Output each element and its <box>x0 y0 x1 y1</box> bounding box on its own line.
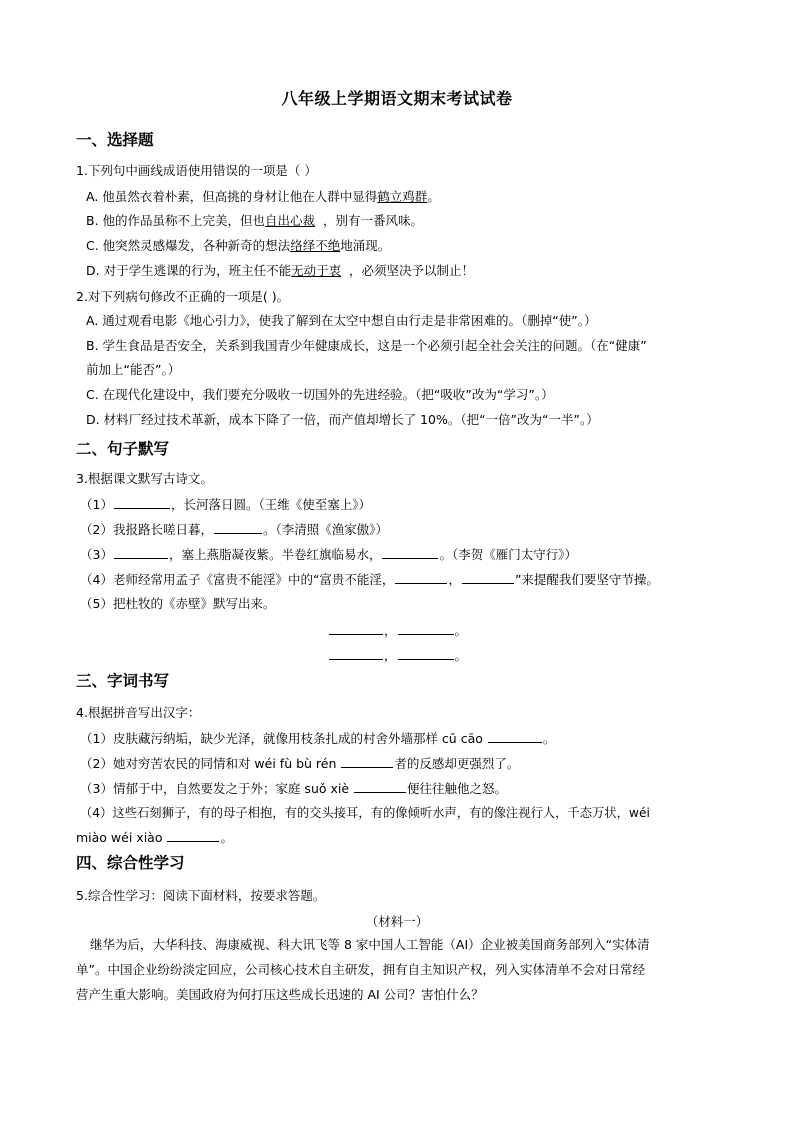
q4-2-text: （2）她对穷苦农民的同情和对 wéi fù bù rén <box>80 756 341 771</box>
answer-blank[interactable] <box>395 571 447 584</box>
q2-option-d: D. 材料厂经过技术革新，成本下降了一倍，而产值却增长了 10%。（把“一倍”改为“一半”。） <box>86 412 599 427</box>
q3-poem-line-2 <box>328 647 467 664</box>
q2-option-b-line1: B. 学生食品是否安全，关系到我国青少年健康成长，这是一个必须引起全社会关注的问题。（在“健康” <box>86 338 647 353</box>
q3-1-label: （1） <box>80 497 113 512</box>
q1-d-text: D. 对于学生逃课的行为，班主任不能 <box>86 263 292 278</box>
q3-item-1 <box>80 496 371 513</box>
answer-blank[interactable] <box>167 829 219 842</box>
q4-item-4-line1: （4）这些石刻狮子，有的母子相抱，有的交头接耳，有的像倾听水声，有的像注视行人，千态万状，wéi <box>80 806 650 820</box>
period: 。 <box>454 623 468 638</box>
q1-option-c <box>86 238 390 254</box>
material-paragraph-line3: 营产生重大影响。美国政府为何打压这些成长迅速的 AI 公司？害怕什么？ <box>76 987 484 1002</box>
q1-d-underlined-idiom: 无动于衷 <box>291 263 342 278</box>
q1-c-text: C. 他突然灵感爆发，各种新奇的想法 <box>86 238 291 253</box>
q3-2-text: （2）我报路长嗟日暮， <box>80 522 213 537</box>
answer-blank[interactable] <box>382 546 438 559</box>
section-heading-characters: 三、字词书写 <box>76 672 170 690</box>
q4-4-pinyin: miào wéi xiào <box>76 830 167 845</box>
exam-title: 八年级上学期语文期末考试试卷 <box>281 89 513 108</box>
q1-option-b <box>86 213 423 229</box>
q1-b-underlined-idiom: 自出心裁 <box>265 213 316 228</box>
q3-4-comma: ， <box>448 572 461 587</box>
q4-item-4-line2 <box>76 829 233 846</box>
q4-stem: 4.根据拼音写出汉字： <box>76 705 201 720</box>
q1-a-text: A. 他虽然衣着朴素，但高挑的身材让他在人群中显得 <box>86 189 378 204</box>
q1-a-underlined-idiom: 鹤立鸡群 <box>377 189 428 204</box>
q4-1-text: （1）皮肤藏污纳垢，缺少光泽，就像用枝条扎成的村舍外墙那样 cū cāo <box>80 731 487 746</box>
answer-blank[interactable] <box>114 496 170 509</box>
period: 。 <box>220 830 233 845</box>
section-heading-recitation: 二、句子默写 <box>76 440 170 458</box>
q5-stem: 5.综合性学习：阅读下面材料，按要求答题。 <box>76 888 326 903</box>
q3-4-text: （4）老师经常用孟子《富贵不能淫》中的“富贵不能淫， <box>80 572 395 587</box>
answer-blank[interactable] <box>354 780 406 793</box>
q3-stem: 3.根据课文默写古诗文。 <box>76 471 213 486</box>
q4-2-end: 者的反感却更强烈了。 <box>394 756 520 771</box>
answer-blank[interactable] <box>329 622 383 635</box>
period: 。 <box>454 648 468 663</box>
answer-blank[interactable] <box>114 546 168 559</box>
q4-item-1 <box>80 730 555 747</box>
comma: ， <box>384 623 397 638</box>
answer-blank[interactable] <box>488 730 542 743</box>
answer-blank[interactable] <box>341 755 393 768</box>
q1-c-underlined-idiom: 络绎不绝 <box>290 238 341 253</box>
q3-item-3 <box>80 546 577 563</box>
q4-3-end: 便往往触他之怒。 <box>407 781 508 796</box>
q3-poem-line-1 <box>328 622 467 639</box>
q4-3-text: （3）情郁于中，自然要发之于外；家庭 suǒ xiè <box>80 781 354 796</box>
q3-item-5: （5）把杜牧的《赤壁》默写出来。 <box>80 596 276 611</box>
q3-4-end: ”来提醒我们要坚守节操。 <box>514 572 659 587</box>
answer-blank[interactable] <box>462 571 514 584</box>
q1-d-end: ，必须坚决予以制止！ <box>341 263 475 278</box>
section-heading-integrated: 四、综合性学习 <box>76 854 185 872</box>
answer-blank[interactable] <box>398 622 454 635</box>
q1-b-end: ，别有一番风味。 <box>315 213 423 228</box>
q3-item-4 <box>80 571 659 588</box>
q1-stem: 1.下列句中画线成语使用错误的一项是（ ） <box>76 163 317 178</box>
q3-item-2 <box>80 521 388 538</box>
q2-option-c: C. 在现代化建设中，我们要充分吸收一切国外的先进经验。（把“吸收”改为“学习”。） <box>86 387 554 402</box>
q2-stem: 2.对下列病句修改不正确的一项是( )。 <box>76 289 290 304</box>
q3-1-text: ，长河落日圆。（王维《使至塞上》） <box>170 497 371 512</box>
comma: ， <box>384 648 397 663</box>
q2-option-a: A. 通过观看电影《地心引力》，使我了解到在太空中想自由行走是非常困难的。（删掉“使”。） <box>86 313 597 328</box>
answer-blank[interactable] <box>329 647 383 660</box>
q1-b-text: B. 他的作品虽称不上完美，但也 <box>86 213 266 228</box>
q1-a-end: 。 <box>427 189 440 204</box>
material-paragraph-line1: 继华为后，大华科技、海康威视、科大讯飞等 8 家中国人工智能（AI）企业被美国商务部列入“实体清 <box>90 937 650 952</box>
q4-item-3 <box>80 780 507 797</box>
q3-3-label: （3） <box>80 547 113 562</box>
material-label: （材料一） <box>365 914 429 929</box>
answer-blank[interactable] <box>214 521 262 534</box>
q1-c-end: 地涌现。 <box>340 238 391 253</box>
section-heading-choice: 一、选择题 <box>76 131 154 149</box>
q2-option-b-line2: 前加上“能否”。） <box>86 362 181 377</box>
q1-option-d <box>86 263 474 279</box>
q3-3-source: 。（李贺《雁门太守行》） <box>439 547 577 562</box>
q4-item-2 <box>80 755 519 772</box>
period: 。 <box>542 731 556 746</box>
q3-3-text: ，塞上燕脂凝夜紫。半卷红旗临易水， <box>168 547 382 562</box>
q3-2-source: 。（李清照《渔家傲》） <box>262 522 388 537</box>
material-paragraph-line2: 单”。中国企业纷纷淡定回应，公司核心技术自主研发，拥有自主知识产权，列入实体清单不会对日常经 <box>76 962 645 977</box>
q1-option-a <box>86 189 440 205</box>
answer-blank[interactable] <box>398 647 454 660</box>
